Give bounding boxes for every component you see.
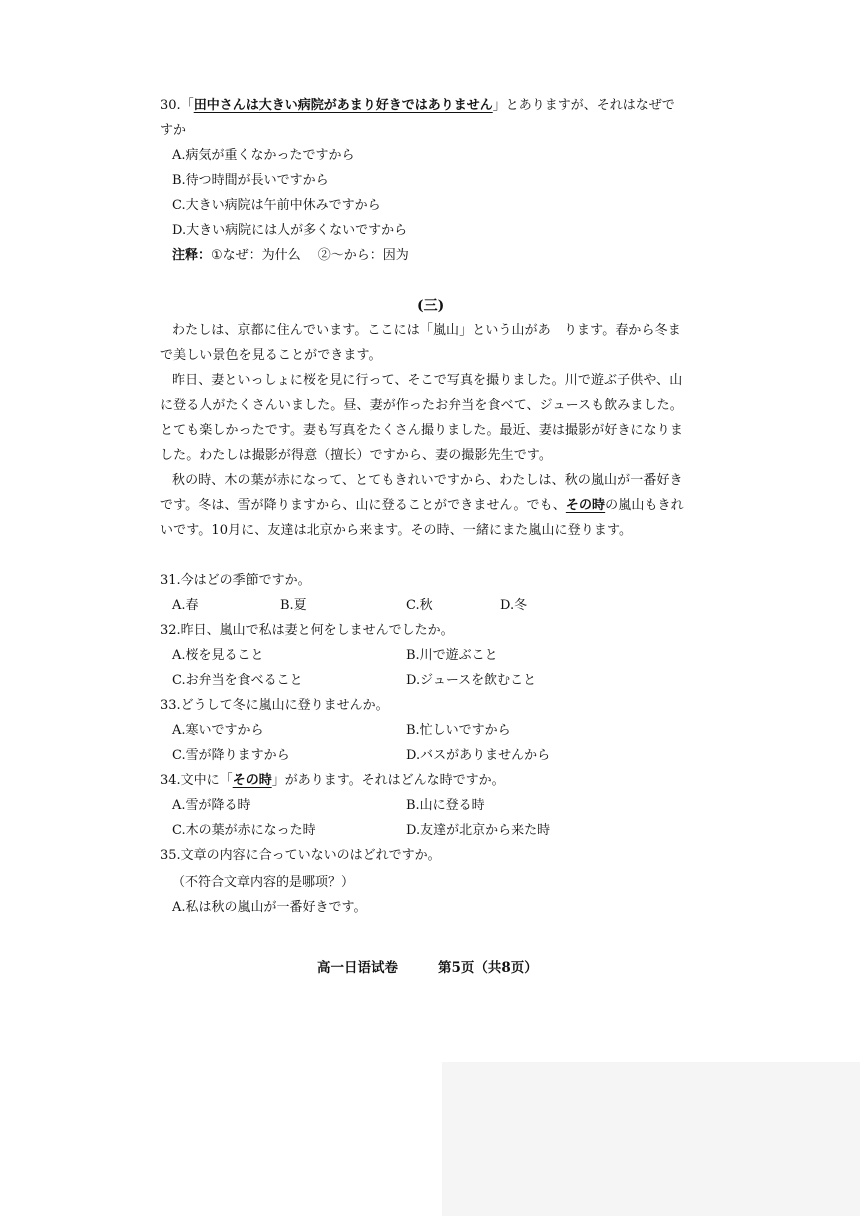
q30-open-quote: 「 — [180, 98, 194, 113]
q33-question: 33.どうして冬に嵐山に登りませんか。 — [160, 698, 389, 713]
passage-line-3: 昨日、妻といっしょに桜を見に行って、そこで写真を撮りました。川で遊ぶ子供や、山 — [172, 373, 683, 388]
q34-quote: その時 — [232, 773, 272, 788]
footer-page-number: 第5页（共8页） — [438, 960, 538, 976]
footer-exam-title: 高一日语试卷 — [317, 960, 398, 976]
passage-line-6: した。わたしは撮影が得意（擅长）ですから、妻の撮影先生です。 — [160, 448, 552, 463]
q33-option-b: B.忙しいですから — [406, 723, 511, 738]
q30-quote: 田中さんは大きい病院があまり好きではありません — [193, 98, 493, 113]
q32-option-c: C.お弁当を食べること — [172, 673, 303, 688]
scan-shade — [442, 1062, 860, 1216]
passage-line-5: とても楽しかったです。妻も写真をたくさん撮りました。最近、妻は撮影が好きになりま — [160, 423, 683, 438]
q32-question: 32.昨日、嵐山で私は妻と何をしませんでしたか。 — [160, 623, 454, 638]
q31-option-b: B.夏 — [280, 598, 307, 613]
q34-option-b: B.山に登る時 — [406, 798, 485, 813]
q35-chinese-translation: （不符合文章内容的是哪项？） — [172, 875, 355, 890]
q34-option-a: A.雪が降る時 — [172, 798, 251, 813]
q31-option-c: C.秋 — [406, 598, 433, 613]
section-title: (三) — [417, 298, 445, 314]
q30-number: 30. — [160, 98, 181, 113]
q33-option-d: D.バスがありませんから — [406, 748, 551, 763]
q35-option-a: A.私は秋の嵐山が一番好きです。 — [172, 900, 367, 915]
q31-question: 31.今はどの季節ですか。 — [160, 573, 311, 588]
q33-option-c: C.雪が降りますから — [172, 748, 290, 763]
passage-line-1: わたしは、京都に住んでいます。ここには「嵐山」という山があ ります。春から冬ま — [172, 323, 681, 338]
passage-line-9: いです。10月に、友達は北京から来ます。その時、一緒にまた嵐山に登ります。 — [160, 523, 633, 538]
q34-question — [160, 771, 505, 791]
q34-option-c: C.木の葉が赤になった時 — [172, 823, 316, 838]
q30-note-text: ①なぜ：为什么 ②～から：因为 — [211, 248, 409, 263]
q34-prefix: 34.文中に「 — [160, 773, 233, 788]
passage-line-7: 秋の時、木の葉が赤になって、とてもきれいですから、わたしは、秋の嵐山が一番好き — [172, 473, 683, 488]
passage-line-2: で美しい景色を見ることができます。 — [160, 348, 382, 363]
q32-option-a: A.桜を見ること — [172, 648, 264, 663]
q33-option-a: A.寒いですから — [172, 723, 264, 738]
passage-line-8-b: の嵐山もきれ — [605, 498, 684, 513]
passage-line-8 — [160, 496, 684, 516]
q31-option-d: D.冬 — [500, 598, 528, 613]
q34-option-d: D.友達が北京から来た時 — [406, 823, 551, 838]
passage-line-8-a: です。冬は、雪が降りますから、山に登ることができません。でも、 — [160, 498, 566, 513]
q32-option-b: B.川で遊ぶこと — [406, 648, 498, 663]
q32-option-d: D.ジュースを飲むこと — [406, 673, 537, 688]
q31-option-a: A.春 — [172, 598, 199, 613]
q30-note-label: 注释： — [172, 248, 212, 263]
q30-option-a: A.病気が重くなかったですから — [172, 148, 355, 163]
passage-underlined-phrase: その時 — [565, 498, 606, 513]
q30-note — [172, 246, 409, 266]
q30-close-quote: 」 — [492, 98, 506, 113]
q30-line1 — [160, 96, 675, 116]
q34-suffix: 」があります。それはどんな時ですか。 — [271, 773, 505, 788]
q35-question: 35.文章の内容に合っていないのはどれですか。 — [160, 848, 441, 863]
q30-option-b: B.待つ時間が長いですから — [172, 173, 329, 188]
q30-option-c: C.大きい病院は午前中休みですから — [172, 198, 381, 213]
passage-line-4: に登る人がたくさんいました。昼、妻が作ったお弁当を食べて、ジュースも飲みました。 — [160, 398, 683, 413]
q30-option-d: D.大きい病院には人が多くないですから — [172, 223, 408, 238]
q30-line2: すか — [160, 123, 187, 138]
q30-rest: とありますが、それはなぜで — [505, 98, 675, 113]
